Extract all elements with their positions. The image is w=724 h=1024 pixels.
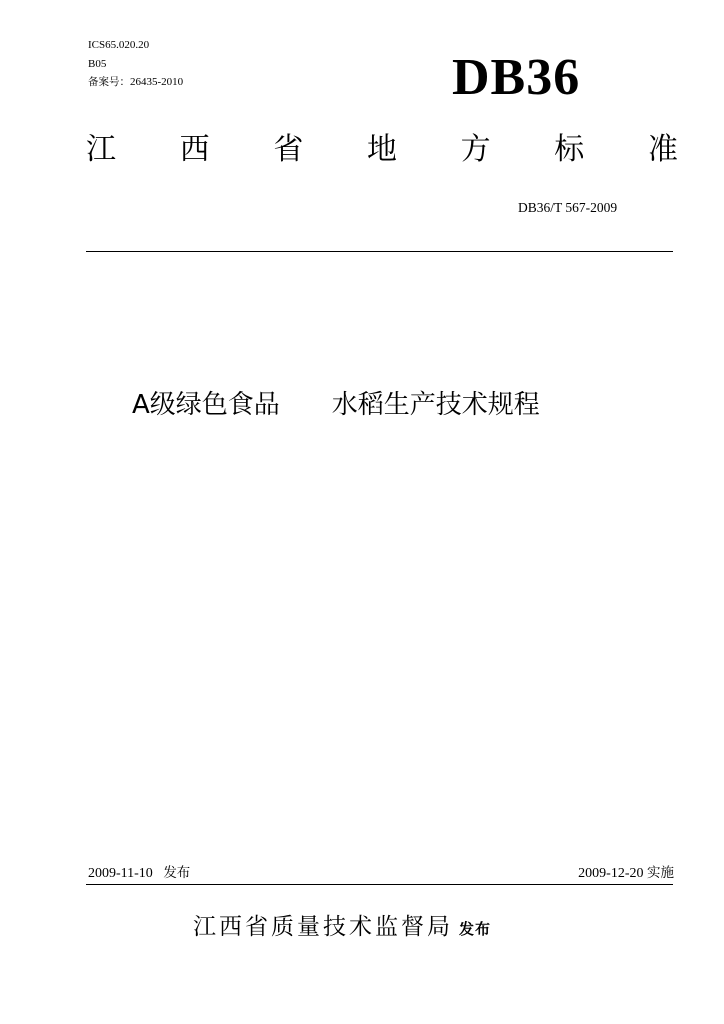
standard-type-char: 省 — [273, 132, 304, 167]
standard-type-char: 准 — [647, 132, 678, 167]
standard-type-char: 江 — [86, 132, 116, 167]
issue-date: 2009-11-10 — [88, 866, 153, 881]
issue-label: 发布 — [163, 865, 191, 881]
standard-type-char: 方 — [460, 132, 491, 167]
standard-type-char: 西 — [179, 132, 210, 167]
standard-type-heading — [86, 128, 678, 172]
ics-code: ICS65.020.20 — [88, 39, 150, 51]
effective-label: 实施 — [647, 865, 674, 881]
standard-code: DB36 — [452, 49, 581, 106]
filing-value: 26435-2010 — [130, 76, 184, 88]
publisher-suffix: 发布 — [459, 920, 492, 938]
document-title — [132, 388, 540, 422]
filing-label: 备案号： — [88, 76, 130, 88]
title-sub: 水稻生产技术规程 — [331, 390, 540, 420]
header-divider — [86, 251, 673, 252]
publisher-name: 江西省质量技术监督局 — [193, 914, 453, 940]
publisher-line — [193, 912, 491, 944]
title-main: A级绿色食品 — [132, 390, 280, 420]
standard-number: DB36/T 567-2009 — [518, 200, 618, 215]
footer-divider — [86, 884, 673, 885]
filing-number — [88, 75, 183, 89]
effective-date: 2009-12-20 — [578, 866, 644, 881]
standard-type-char: 地 — [366, 132, 397, 167]
clc-code: B05 — [88, 58, 107, 70]
effective-date-line — [578, 864, 674, 883]
standard-type-char: 标 — [554, 132, 585, 167]
issue-date-line — [88, 864, 190, 883]
